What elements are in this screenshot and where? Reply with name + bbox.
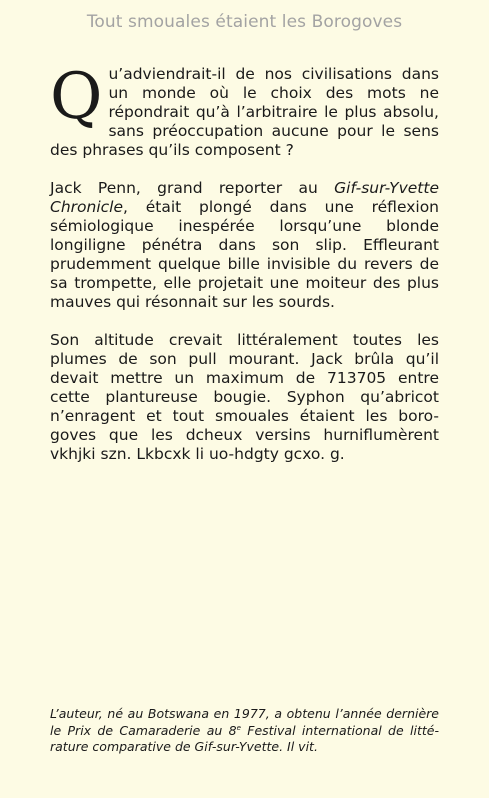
- paragraph-2: [50, 179, 439, 312]
- colophon-lead: L’auteur, né au Botswana en 1977, a obtenu l’année dernière le Prix de Camaraderie au 8: [50, 706, 439, 738]
- newspaper-title: Gif-sur-Yvette Chronicle: [50, 179, 439, 216]
- paragraph-1: [50, 60, 439, 160]
- running-head: Tout smouales étaient les Borogoves: [86, 12, 403, 32]
- paragraph-2-rest: , était plongé dans une réflexion sémiologique inespérée lorsqu’une blonde longiligne pénétra dans son slip. Effleurant prudemment quelque bille invisible du revers de sa trompette, elle projetait une moiteur des plus mauves qui résonnait sur les sourds.: [50, 198, 439, 311]
- author-colophon: [50, 706, 439, 756]
- body-text: [50, 60, 439, 483]
- paragraph-3-line: n’enragent et tout smouales étaient les boro-: [50, 407, 439, 425]
- paragraph-3: [50, 331, 439, 464]
- colophon-rest: Festival international de litté-rature comparative de Gif-sur-Yvette. Il vit.: [50, 722, 439, 754]
- paragraph-3-line: goves que les dcheux versins hurniflumèrent: [50, 426, 439, 444]
- paragraph-1-text: u’adviendrait-il de nos civilisations dans un monde où le choix des mots ne répondrait qu’à l’arbitraire le plus absolu, sans préoccupation aucune pour le sens des phrases qu’ils composent ?: [50, 65, 439, 159]
- ordinal-superscript: e: [236, 723, 241, 732]
- drop-cap: Q: [50, 60, 103, 134]
- paragraph-3-line: vkhjki szn. Lkbcxk li uo-hdgty gcxo. g.: [50, 445, 345, 463]
- paragraph-3-line: plumes de son pull mourant. Jack brûla qu’il: [50, 350, 439, 368]
- paragraph-3-line: Son altitude crevait littéralement toutes les: [50, 331, 439, 349]
- paragraph-2-lead: Jack Penn, grand reporter au: [50, 179, 335, 197]
- paragraph-3-line: cette plantureuse bougie. Syphon qu’abricot: [50, 388, 439, 406]
- paragraph-3-line: devait mettre un maximum de 713705 entre: [50, 369, 439, 387]
